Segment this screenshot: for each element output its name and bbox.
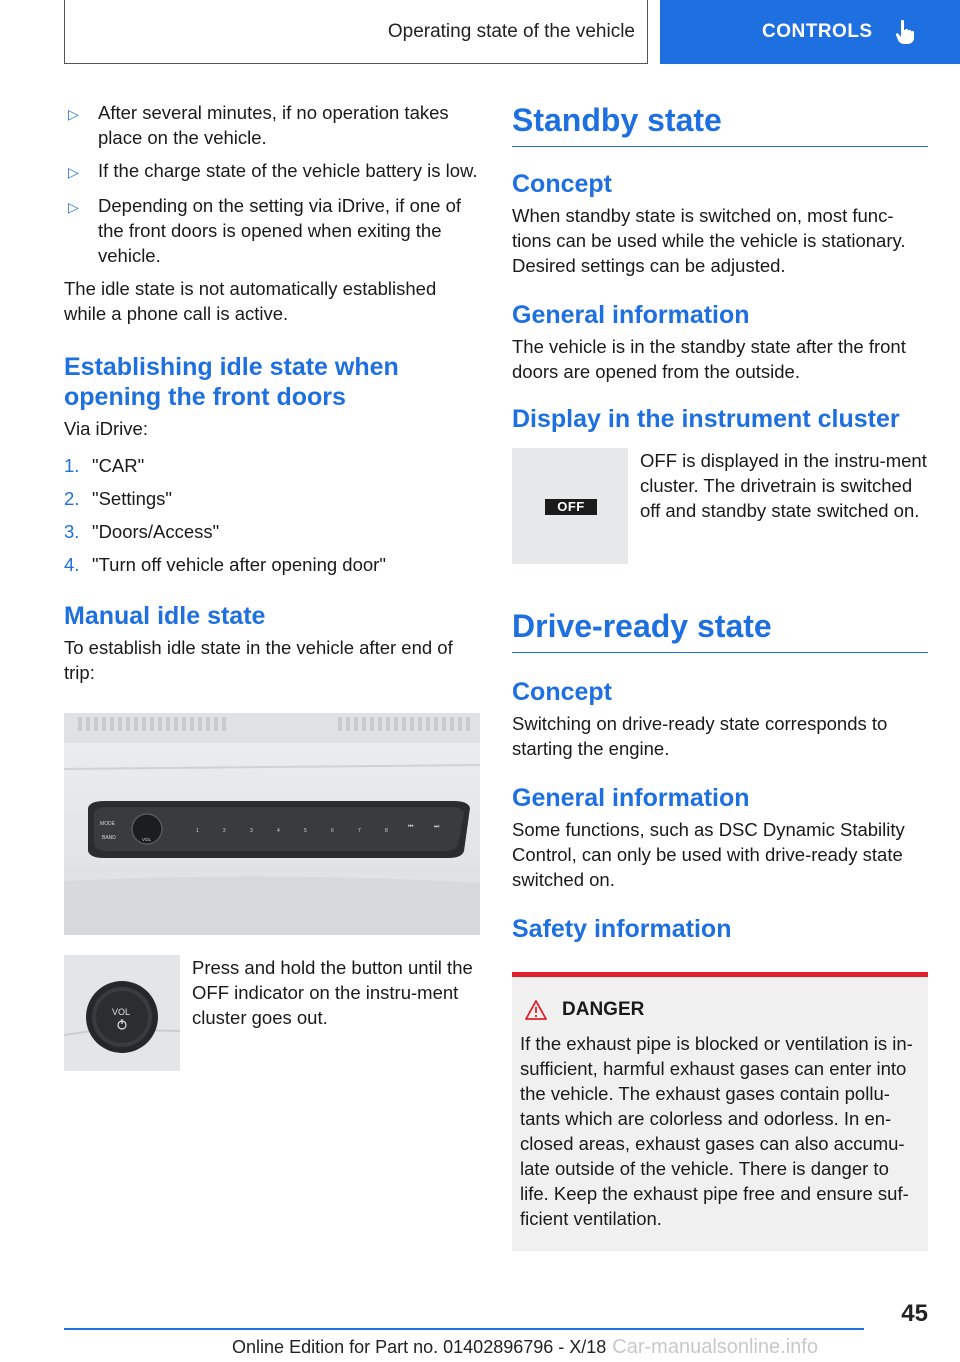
preset-1: 1 (196, 828, 199, 834)
volume-knob-photo (64, 955, 180, 1071)
knob-vol-label: VOL (112, 1007, 131, 1017)
console-photo (64, 713, 480, 935)
manual-text: To establish idle state in the vehicle after end of trip: (64, 637, 453, 683)
danger-warning-box (512, 972, 928, 1251)
press-hold-text: Press and hold the button until the OFF indicator on the instru-ment cluster goes out. (192, 957, 473, 1028)
skip-back-icon: ⏮ (408, 823, 414, 830)
chapter-title: CONTROLS (762, 21, 873, 42)
list-item: ▷ Depending on the setting via iDrive, if one of the front doors is opened when exiting the vehicle. (64, 193, 480, 268)
skip-forward-icon: ⏭ (434, 823, 440, 830)
list-item: 1. "CAR" (64, 455, 145, 476)
general-heading: General information (512, 301, 750, 329)
triangle-bullet-icon: ▷ (68, 164, 79, 180)
band-label: BAND (102, 835, 116, 841)
triangle-bullet-icon: ▷ (68, 199, 79, 215)
preset-8: 8 (385, 828, 388, 834)
drive-general-text: Some functions, such as DSC Dynamic Stability Control, can only be used with drive-ready state switched on. (512, 819, 905, 890)
preset-7: 7 (358, 828, 361, 834)
preset-6: 6 (331, 828, 334, 834)
preset-3: 3 (250, 828, 253, 834)
drive-ready-heading: Drive-ready state (512, 606, 928, 653)
pointing-hand-icon (895, 19, 917, 45)
list-item: 4. "Turn off vehicle after opening door" (64, 554, 386, 575)
idle-note: The idle state is not automatically established while a phone call is active. (64, 278, 437, 324)
mode-label: MODE (100, 821, 115, 827)
list-item: ▷ After several minutes, if no operation takes place on the vehicle. (64, 100, 480, 150)
display-text: OFF is displayed in the instru-ment cluster. The drivetrain is switched off and standby state switched on. (640, 450, 927, 521)
establish-heading: Establishing idle state when opening the front doors (64, 353, 399, 411)
concept-heading: Concept (512, 170, 612, 198)
concept-text: When standby state is switched on, most func-tions can be used while the vehicle is stationary. Desired settings can be adjusted. (512, 205, 906, 276)
list-item: 2. "Settings" (64, 488, 172, 509)
danger-title: DANGER (520, 999, 920, 1021)
preset-2: 2 (223, 828, 226, 834)
idle-conditions-list (64, 100, 480, 268)
danger-text: If the exhaust pipe is blocked or ventilation is in-sufficient, harmful exhaust gases can enter into the vehicle. The exhaust gases contain pollu-tants which are colorless and odorless. In en-closed areas, exhaust gases can also accumu-late outside of the vehicle. There is danger to life. Keep the exhaust pipe free and ensure suf-ficient ventilation. (520, 1033, 913, 1229)
triangle-bullet-icon: ▷ (68, 106, 79, 122)
warning-triangle-icon (524, 999, 548, 1021)
preset-5: 5 (304, 828, 307, 834)
vol-label: VOL (142, 837, 152, 842)
via-idrive: Via iDrive: (64, 418, 148, 439)
off-figure (512, 448, 928, 564)
list-item: ▷ If the charge state of the vehicle battery is low. (64, 158, 480, 185)
manual-heading: Manual idle state (64, 602, 266, 630)
safety-heading: Safety information (512, 915, 732, 943)
drive-general-heading: General information (512, 784, 750, 812)
display-heading: Display in the instrument cluster (512, 405, 900, 433)
idrive-steps (64, 453, 480, 577)
running-header (64, 0, 648, 64)
edition-text: Online Edition for Part no. 01402896796 - X/18 (232, 1337, 607, 1357)
general-text: The vehicle is in the standby state after the front doors are opened from the outside. (512, 336, 906, 382)
chapter-tab (660, 0, 960, 64)
right-column (512, 100, 928, 1251)
footer-rule (64, 1328, 864, 1330)
radio-console-illustration (64, 713, 480, 935)
section-title: Operating state of the vehicle (387, 20, 635, 42)
drive-concept-text: Switching on drive-ready state corresponds to starting the engine. (512, 713, 888, 759)
knob-figure (64, 955, 480, 1071)
off-indicator: OFF (545, 499, 597, 515)
drive-concept-heading: Concept (512, 678, 612, 706)
instrument-cluster-image (512, 448, 628, 564)
page-number: 45 (901, 1300, 928, 1327)
standby-heading: Standby state (512, 100, 928, 147)
left-column (64, 100, 480, 1071)
list-item: 3. "Doors/Access" (64, 521, 220, 542)
watermark: Car-manualsonline.info (612, 1336, 818, 1358)
footer (0, 1336, 960, 1359)
preset-4: 4 (277, 828, 280, 834)
